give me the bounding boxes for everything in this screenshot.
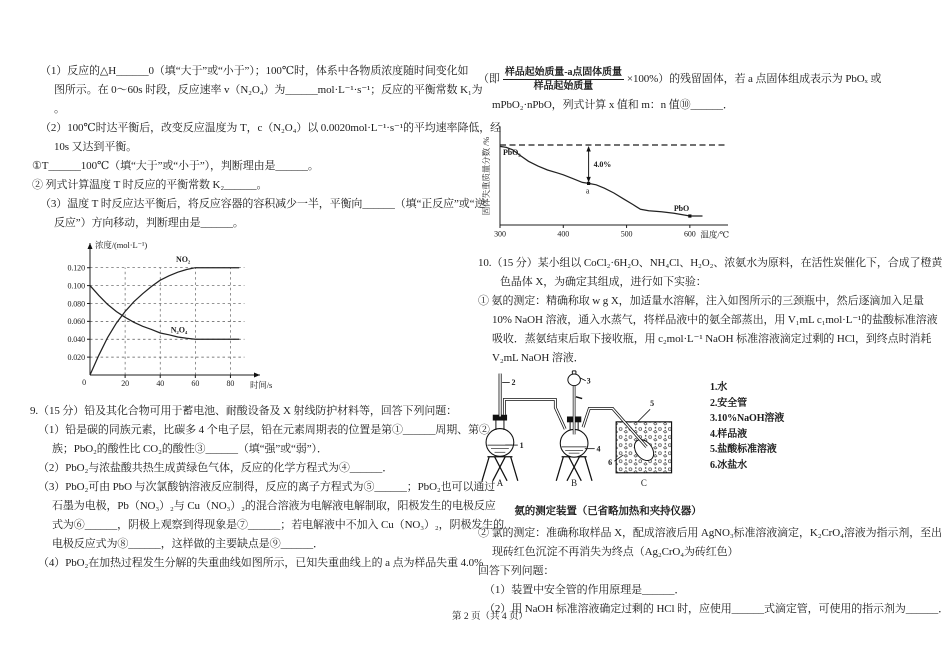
text-line: （3）温度 T 时反应达平衡后，将反应容器的容积减少一半，平衡向______（填“正反应”或“逆: [40, 198, 486, 210]
svg-text:40: 40: [156, 379, 165, 388]
text-line: 1.水: [710, 382, 728, 393]
svg-text:500: 500: [620, 229, 633, 239]
ammonia-apparatus: [478, 370, 940, 506]
text-line: （1）装置中安全管的作用原理是______．: [484, 584, 686, 596]
svg-text:80: 80: [226, 379, 235, 388]
question10-part2-text: [478, 524, 950, 619]
text-line: 2.安全管: [710, 397, 747, 409]
text-line: 5.盐酸标准溶液: [710, 444, 777, 455]
svg-text:固体失重质量分数 /%: 固体失重质量分数 /%: [482, 136, 491, 216]
svg-text:0.040: 0.040: [67, 335, 85, 345]
svg-text:0.080: 0.080: [67, 299, 85, 309]
svg-text:a: a: [585, 186, 590, 196]
svg-text:600: 600: [683, 229, 696, 239]
text-line: （4）PbO₂在加热过程发生分解的失重曲线如图所示，已知失重曲线上的 a 点为样品失重 4.0%: [38, 557, 484, 569]
text-line: ② 氯的测定：准确称取样品 X，配成溶液后用 AgNO₃标准溶液滴定，K₂CrO₄溶液为指示剂，至出: [478, 527, 942, 539]
text-line: （2）用 NaOH 标准溶液确定过剩的 HCl 时，应使用______式滴定管，可使用的指示剂为______．: [484, 603, 950, 615]
svg-text:浓度/(mol·L⁻¹): 浓度/(mol·L⁻¹): [95, 240, 148, 250]
label-6: 6: [608, 457, 613, 467]
svg-text:温度/℃: 温度/℃: [700, 229, 729, 240]
diagram-caption: 氨的测定装置（已省略加热和夹持仪器）: [514, 506, 702, 517]
text-line: （2）PbO₂与浓盐酸共热生成黄绿色气体，反应的化学方程式为④______．: [38, 462, 394, 474]
text-line: 现砖红色沉淀不再消失为终点（Ag₂CrO₄为砖红色）: [492, 546, 739, 558]
right-column: [478, 62, 950, 619]
connecting-tube-A-B: [504, 400, 565, 430]
formula-prefix: （即: [478, 72, 500, 85]
svg-text:PbO₂: PbO₂: [503, 148, 521, 157]
fraction-denominator: 样品起始质量: [533, 80, 594, 92]
text-line: 吸收．蒸氨结束后取下接收瓶，用 c₂mol·L⁻¹ NaOH 标准溶液滴定过剩的 HCl，到终点时消耗: [492, 333, 932, 345]
text-line: 石墨为电极，Pb（NO₃）₂与 Cu（NO₃）₂的混合溶液为电解液电解制取，阳极发生的电极反应: [52, 500, 496, 512]
text-line: 反应”）方向移动，判断理由是______。: [54, 217, 244, 229]
text-line: 6.冰盐水: [710, 459, 747, 471]
question10-text: [478, 254, 943, 368]
concentration-time-chart-svg: [44, 235, 274, 393]
text-line: 图所示。在 0～60s 时段，反应速率 v（N₂O₄）为______mol·L⁻¹·s⁻¹；反应的平衡常数 K₁为: [54, 84, 483, 96]
label-1: 1: [519, 440, 524, 450]
text-line: 。: [54, 103, 65, 115]
text-line: 4.样品液: [710, 428, 747, 440]
svg-text:NO₂: NO₂: [176, 254, 191, 264]
svg-text:300: 300: [494, 229, 506, 239]
diagram-legend: [710, 380, 784, 473]
concentration-time-chart: [44, 235, 470, 400]
label-C: C: [640, 478, 647, 488]
formula-suffix: ×100%）的残留固体，若 a 点固体组成表示为 PbOₓ 或: [626, 72, 882, 85]
text-line: 色晶体 X，为确定其组成，进行如下实验：: [500, 276, 707, 288]
svg-text:PbO: PbO: [673, 204, 690, 214]
svg-text:0.020: 0.020: [67, 352, 85, 362]
apparatus-diagram-svg: [480, 370, 704, 488]
svg-text:0.120: 0.120: [67, 263, 85, 273]
text-line: 9.（15 分）铅及其化合物可用于蓄电池、耐酸设备及 X 射线防护材料等，回答下列问题：: [30, 405, 458, 417]
residual-solid-formula: [478, 62, 940, 96]
text-line: ①T______100℃（填“大于”或“小于”），判断理由是______。: [32, 160, 319, 172]
question9-text: [30, 402, 505, 573]
svg-text:0.060: 0.060: [67, 317, 85, 327]
text-line: （1）铅是碳的同族元素，比碳多 4 个电子层，铅在元素周期表的位置是第①______周期、第②: [38, 424, 490, 436]
text-line: （1）反应的△H______0（填“大于”或“小于”）；100℃时，体系中各物质浓度随时间变化如: [40, 65, 469, 77]
text-line: 族；PbO₂的酸性比 CO₂的酸性③______（填“强”或“弱”）．: [52, 443, 328, 455]
text-line: 10s 又达到平衡。: [54, 141, 138, 153]
ice-bath-beaker: [616, 422, 671, 473]
text-line: V₂mL NaOH 溶液．: [492, 352, 585, 364]
mass-fraction: [503, 66, 624, 93]
text-line: 3.10%NaOH溶液: [710, 413, 785, 424]
text-line: 式为⑥______，阴极上观察到得现象是⑦______；若电解液中不加入 Cu（NO₃）₂，阴极发生的: [52, 519, 505, 531]
svg-text:400: 400: [557, 229, 570, 239]
flask-A: [486, 415, 514, 457]
mass-loss-chart-svg: [482, 121, 730, 243]
page-footer: 第 2 页（共 4 页）: [451, 612, 528, 622]
svg-text:0: 0: [82, 378, 86, 387]
text-line: 10.（15 分）某小组以 CoCl₂·6H₂O、NH₄Cl、H₂O₂、浓氨水为原料，在活性炭催化下，合成了橙黄: [478, 257, 943, 269]
text-line: （3）PbO₂可由 PbO 与次氯酸钠溶液反应制得，反应的离子方程式为⑤______；PbO₂也可以通过: [38, 481, 496, 493]
tripod-B: [556, 457, 592, 481]
fraction-numerator: 样品起始质量-a点固体质量: [504, 66, 622, 78]
text-line: 回答下列问题：: [478, 565, 555, 577]
formula-line2: mPbO₂·nPbO，列式计算 x 值和 m：n 值⑩______．: [492, 99, 734, 111]
svg-text:60: 60: [191, 379, 200, 388]
text-line: ② 列式计算温度 T 时反应的平衡常数 K₂______。: [32, 179, 268, 191]
label-B: B: [571, 478, 578, 488]
label-A: A: [496, 478, 504, 488]
label-5: 5: [650, 398, 655, 408]
text-line: ① 氨的测定：精确称取 w g X，加适量水溶解，注入如图所示的三颈瓶中，然后逐滴加入足量: [478, 295, 924, 307]
leader-5: [638, 409, 651, 422]
tripod-A: [482, 457, 518, 481]
svg-text:0.100: 0.100: [67, 281, 85, 291]
svg-text:N₂O₄: N₂O₄: [170, 325, 188, 335]
label-3: 3: [586, 376, 591, 386]
text-line: 10% NaOH 溶液，通入水蒸气，将样品液中的氨全部蒸出，用 V₁mL c₁mol·L⁻¹的盐酸标准溶液: [492, 314, 938, 326]
label-4: 4: [596, 444, 601, 454]
text-line: （2）100℃时达平衡后，改变反应温度为 T，c（N₂O₄）以 0.0020mol·L⁻¹·s⁻¹的平均速率降低，经: [40, 122, 502, 134]
svg-text:20: 20: [121, 379, 130, 388]
svg-text:时间/s: 时间/s: [250, 380, 273, 390]
label-2: 2: [511, 378, 516, 388]
mass-loss-chart: [482, 121, 940, 250]
text-line: 电极反应式为⑧______，这样做的主要缺点是⑨______．: [52, 538, 324, 550]
svg-text:4.0%: 4.0%: [593, 160, 612, 170]
